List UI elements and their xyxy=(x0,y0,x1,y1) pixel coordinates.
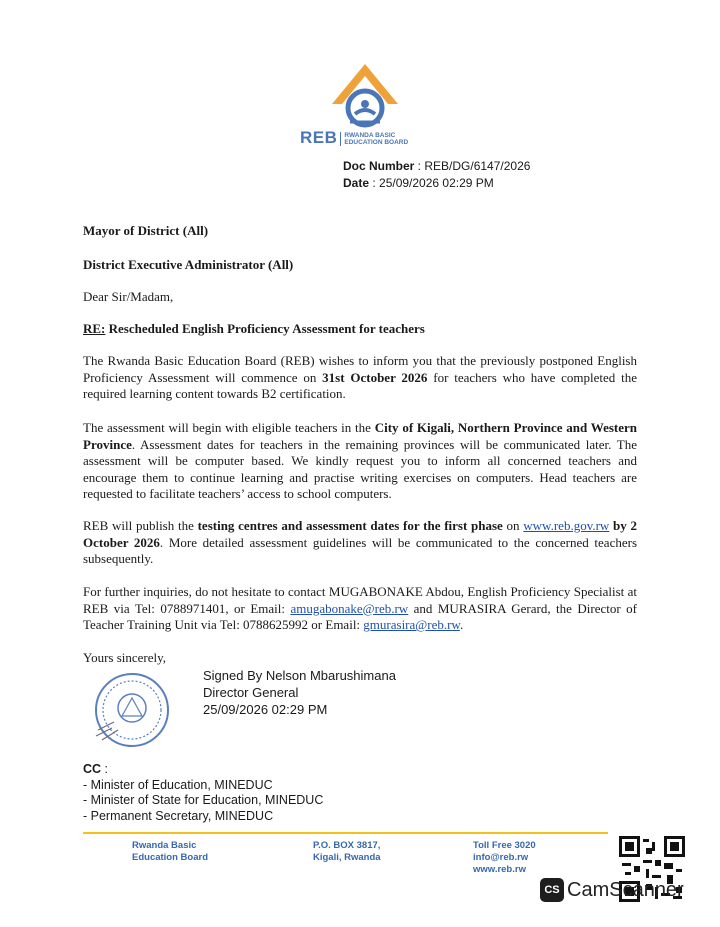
footer-contact: Toll Free 3020 info@reb.rw www.reb.rw xyxy=(473,840,536,875)
addressee-executive: District Executive Administrator (All) xyxy=(83,257,294,272)
document-metadata xyxy=(343,158,530,192)
signed-by: Signed By Nelson Mbarushimana xyxy=(203,668,396,683)
camscanner-text: CamScanner xyxy=(567,878,684,901)
email-link-mugabonake[interactable]: amugabonake@reb.rw xyxy=(290,600,409,616)
paragraph-3: REB will publish the testing centres and assessment dates for the first phase on www.reb.gov.rw by 2 October 2026. More detailed assessment guidelines will be communicated to the concerned teachers subsequently. xyxy=(83,518,638,566)
cc-item: - Minister of Education, MINEDUC xyxy=(83,777,273,792)
footer-address: P.O. BOX 3817, Kigali, Rwanda xyxy=(313,840,381,863)
addressee-mayor: Mayor of District (All) xyxy=(83,223,209,238)
paragraph-2: The assessment will begin with eligible teachers in the City of Kigali, Northern Province and Western Province. Assessment dates for teachers in the remaining provinces will be communicated later. The assessment will be computer based. We kindly request you to inform all concerned teachers and encourage them to continue learning and practise writing exercises on computers. Head teachers are requested to facilitate teachers’ access to school computers. xyxy=(83,420,637,501)
reb-logo-text xyxy=(300,128,408,148)
subject-line: RE: Rescheduled English Proficiency Assessment for teachers xyxy=(83,321,425,336)
email-link-murasira[interactable]: gmurasira@reb.rw xyxy=(363,617,460,632)
salutation: Dear Sir/Madam, xyxy=(83,289,174,304)
paragraph-1: The Rwanda Basic Education Board (REB) wishes to inform you that the previously postponed English Proficiency Assessment will commence on 31st October 2026 for teachers who have completed the required learning content towards B2 certification. xyxy=(83,353,637,401)
logo-subtitle: RWANDA BASIC EDUCATION BOARD xyxy=(340,132,408,146)
cc-label: CC : xyxy=(83,762,109,776)
paragraph-4: For further inquiries, do not hesitate to contact MUGABONAKE Abdou, English Proficiency Specialist at REB via Tel: 0788971401, or Email: amugabonake@reb.rw and MURASIRA Gerard, the Director of Teacher Training Unit via Tel: 0788625992 or Email: gmurasira@reb.rw. xyxy=(83,584,637,632)
doc-date: Date : 25/09/2026 02:29 PM xyxy=(343,176,494,190)
signature-datetime: 25/09/2026 02:29 PM xyxy=(203,702,328,717)
footer-org: Rwanda Basic Education Board xyxy=(132,840,209,863)
cc-item: - Permanent Secretary, MINEDUC xyxy=(83,808,274,823)
doc-number: Doc Number : REB/DG/6147/2026 xyxy=(343,159,531,173)
signer-title: Director General xyxy=(203,685,299,700)
camscanner-watermark xyxy=(540,878,684,902)
cc-list xyxy=(83,762,323,824)
logo-word: REB xyxy=(300,128,338,147)
official-seal-icon xyxy=(92,670,172,750)
signature-block xyxy=(203,667,396,718)
footer-divider xyxy=(83,832,608,834)
camscanner-badge-icon: CS xyxy=(540,878,564,902)
reb-website-link[interactable]: www.reb.gov.rw xyxy=(523,518,610,533)
closing: Yours sincerely, xyxy=(83,650,167,665)
cc-item: - Minister of State for Education, MINEDUC xyxy=(83,793,324,807)
